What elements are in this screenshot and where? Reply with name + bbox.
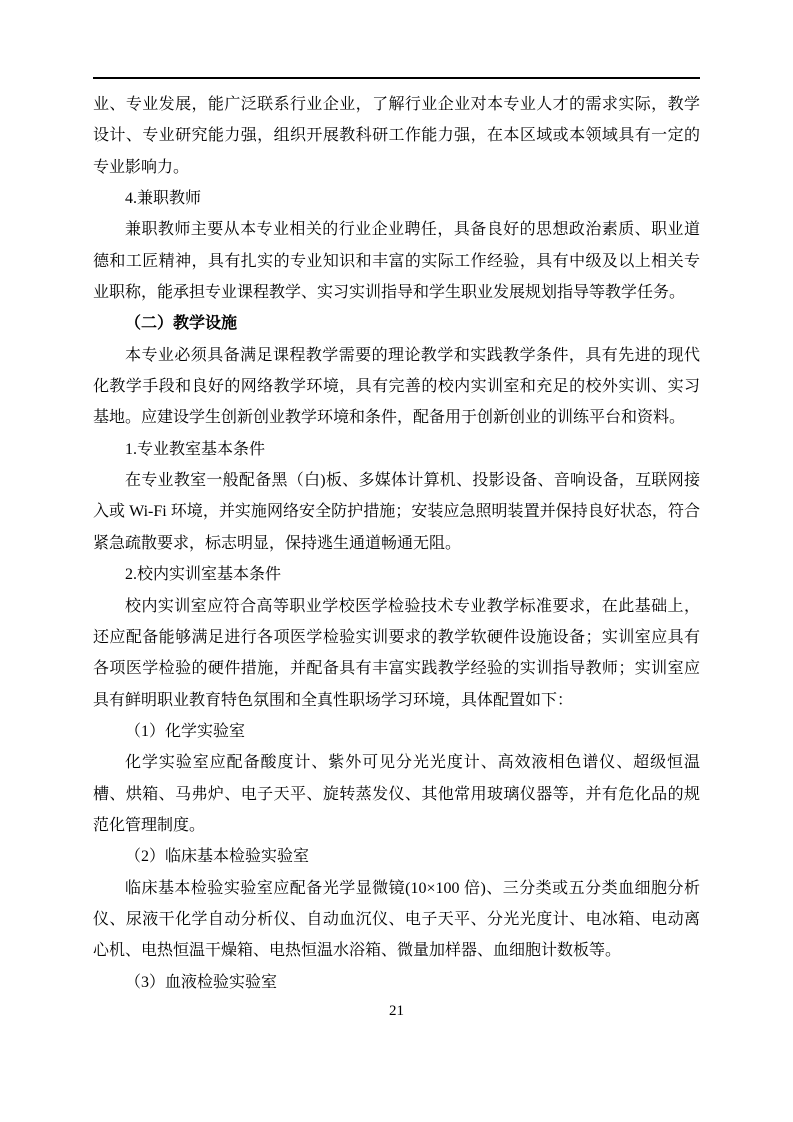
- heading-clinical-lab: （2）临床基本检验实验室: [125, 848, 310, 866]
- heading-training-room-conditions: 2.校内实训室基本条件: [125, 566, 282, 584]
- heading-classroom-conditions: 1.专业教室基本条件: [125, 440, 266, 458]
- para-training-room-conditions: 校内实训室应符合高等职业学校医学检验技术专业教学标准要求，在此基础上，还应配备能够满足进行各项医学检验实训要求的教学软硬件设施设备；实训室应具有各项医学检验的硬件措施，并配备具有丰富实践教学经验的实训指导教师；实训室应具有鲜明职业教育特色氛围和全真性职场学习环境，具体配置如下：: [93, 597, 700, 709]
- heading-teaching-facilities: （二）教学设施: [125, 315, 238, 333]
- para-teaching-facilities-intro: 本专业必须具备满足课程教学需要的理论教学和实践教学条件，具有先进的现代化教学手段和良好的网络教学环境，具有完善的校内实训室和充足的校外实训、实习基地。应建设学生创新创业教学环境和条件，配备用于创新创业的训练平台和资料。: [93, 346, 700, 427]
- para-teacher-ability-continuation: 业、专业发展，能广泛联系行业企业，了解行业企业对本专业人才的需求实际，教学设计、专业研究能力强，组织开展教科研工作能力强，在本区域或本领域具有一定的专业影响力。: [93, 96, 700, 176]
- document-body: [93, 89, 700, 998]
- para-clinical-lab: 临床基本检验实验室应配备光学显微镜(10×100 倍)、三分类或五分类血细胞分析仪、尿液干化学自动分析仪、自动血沉仪、电子天平、分光光度计、电冰箱、电动离心机、电热恒温干燥箱、电热恒温水浴箱、微量加样器、血细胞计数板等。: [93, 879, 700, 960]
- heading-chemistry-lab: （1）化学实验室: [125, 722, 246, 740]
- para-classroom-conditions: 在专业教室一般配备黑（白)板、多媒体计算机、投影设备、音响设备，互联网接入或 Wi-Fi 环境，并实施网络安全防护措施；安装应急照明装置并保持良好状态，符合紧急疏散要求，标志明显，保持逃生通道畅通无阻。: [93, 472, 700, 552]
- heading-blood-lab: （3）血液检验实验室: [125, 973, 278, 991]
- para-chemistry-lab: 化学实验室应配备酸度计、紫外可见分光光度计、高效液相色谱仪、超级恒温槽、烘箱、马弗炉、电子天平、旋转蒸发仪、其他常用玻璃仪器等，并有危化品的规范化管理制度。: [93, 754, 700, 834]
- para-part-time-teachers: 兼职教师主要从本专业相关的行业企业聘任，具备良好的思想政治素质、职业道德和工匠精神，具有扎实的专业知识和丰富的实际工作经验，具有中级及以上相关专业职称，能承担专业课程教学、实习实训指导和学生职业发展规划指导等教学任务。: [93, 221, 700, 302]
- page-number: 21: [389, 1003, 404, 1019]
- heading-part-time-teachers: 4.兼职教师: [125, 190, 202, 208]
- header-rule: [93, 77, 700, 79]
